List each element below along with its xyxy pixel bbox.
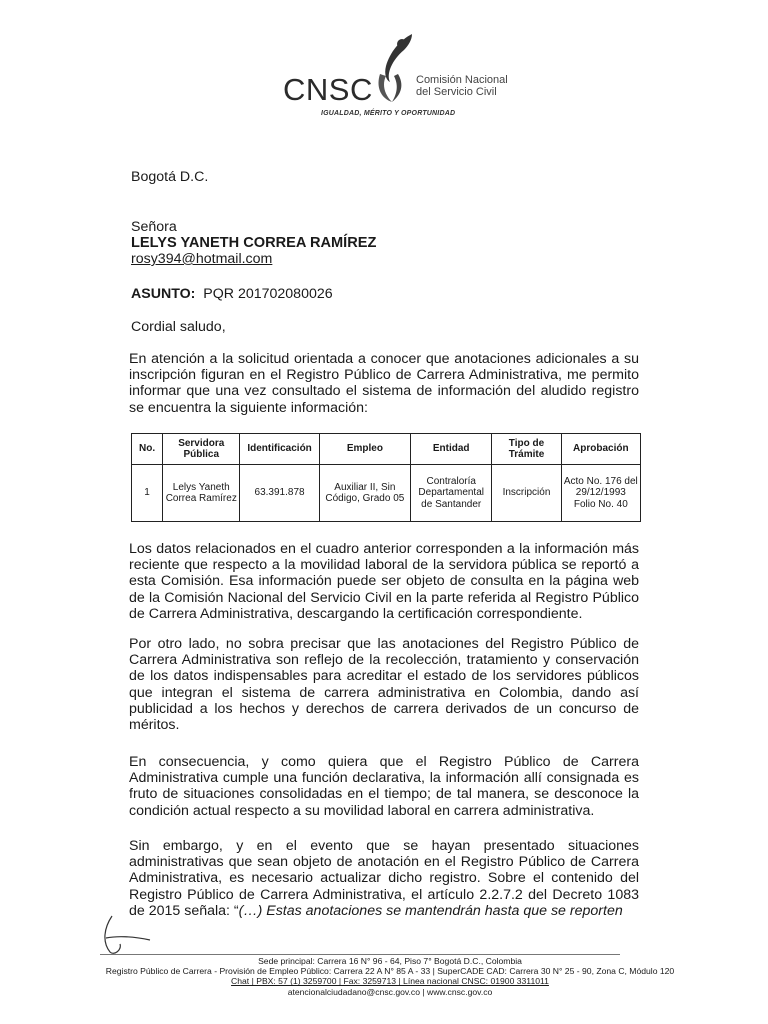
cnsc-logo-text: CNSC xyxy=(283,72,373,107)
header-tipo-tramite: Tipo de Trámite xyxy=(492,434,561,465)
paragraph-1: En atención a la solicitud orientada a conocer que anotaciones adicionales a su inscripción figuran en el Registro Público de Carrera Administrativa, me permito informar que una vez consultado el sistema de información del aludido registro se encuentra la siguiente información: xyxy=(129,351,639,416)
table-header-row xyxy=(132,434,641,465)
header-aprobacion: Aprobación xyxy=(561,434,640,465)
cnsc-motto: IGUALDAD, MÉRITO Y OPORTUNIDAD xyxy=(321,110,456,117)
cell-empleo: Auxiliar II, Sin Código, Grado 05 xyxy=(319,465,410,522)
org-line-1: Comisión Nacional xyxy=(416,74,508,86)
footer-divider xyxy=(100,954,620,955)
header-servidora: Servidora Pública xyxy=(163,434,240,465)
paragraph-3: Por otro lado, no sobra precisar que las anotaciones del Registro Público de Carrera Administrativa son reflejo de la recolección, tratamiento y conservación de los datos indispensables para acreditar el estado de los servidores públicos que integran el sistema de carrera administrativa en Colombia, dando así publicidad a los hechos y derechos de carrera derivados de un concurso de méritos. xyxy=(129,636,639,734)
salutation-title: Señora xyxy=(131,219,177,235)
cell-no: 1 xyxy=(132,465,163,522)
header-entidad: Entidad xyxy=(411,434,492,465)
cell-servidora: Lelys Yaneth Correa Ramírez xyxy=(163,465,240,522)
org-line-2: del Servicio Civil xyxy=(416,86,497,98)
footer xyxy=(40,956,740,997)
header-no: No. xyxy=(132,434,163,465)
signature-mark xyxy=(92,914,162,958)
subject-value: PQR 201702080026 xyxy=(203,286,333,302)
letter-city: Bogotá D.C. xyxy=(131,169,209,185)
paragraph-2: Los datos relacionados en el cuadro anterior corresponden a la información más reciente que respecto a la movilidad laboral de la servidora pública se reportó a esta Comisión. Esa información puede ser objeto de consulta en la página web de la Comisión Nacional del Servicio Civil en la parte referida al Registro Público de Carrera Administrativa, descargando la certificación correspondiente. xyxy=(129,541,639,622)
header-identificacion: Identificación xyxy=(240,434,319,465)
subject-label: ASUNTO: xyxy=(131,286,196,302)
greeting: Cordial saludo, xyxy=(131,319,226,335)
cell-identificacion: 63.391.878 xyxy=(240,465,319,522)
cnsc-figure-icon xyxy=(372,30,418,108)
recipient-name: LELYS YANETH CORREA RAMÍREZ xyxy=(131,235,377,251)
table-row xyxy=(132,465,641,522)
cell-tipo-tramite: Inscripción xyxy=(492,465,561,522)
cnsc-org-name xyxy=(416,74,508,98)
registry-table xyxy=(131,433,641,522)
footer-web[interactable]: atencionalciudadano@cnsc.gov.co | www.cnsc.gov.co xyxy=(287,986,493,997)
subject-line xyxy=(131,286,333,302)
paragraph-5 xyxy=(129,838,639,919)
recipient-email[interactable]: rosy394@hotmail.com xyxy=(131,251,273,267)
paragraph-5-text: Sin embargo, y en el evento que se hayan presentado situaciones administrativas que sean objeto de anotación en el Registro Público de Carrera Administrativa, es necesario actualizar dicho registro. Sobre el contenido del Registro Público de Carrera Administrativa, el artículo 2.2.7.2 del Decreto 1083 de 2015 señala: “ xyxy=(129,838,639,919)
paragraph-4: En consecuencia, y como quiera que el Registro Público de Carrera Administrativa cumple una función declarativa, la información allí consignada es fruto de situaciones consolidadas en el tiempo; de tal manera, se desconoce la condición actual respecto a su movilidad laboral en carrera administrativa. xyxy=(129,754,639,819)
header-empleo: Empleo xyxy=(319,434,410,465)
footer-contacts: Chat | PBX: 57 (1) 3259700 | Fax: 3259713 | Línea nacional CNSC: 01900 3311011 xyxy=(231,976,549,987)
footer-address: Sede principal: Carrera 16 N° 96 - 64, Piso 7° Bogotá D.C., Colombia xyxy=(258,956,522,966)
paragraph-5-quote: (…) Estas anotaciones se mantendrán hasta que se reporten xyxy=(238,902,623,919)
cell-entidad: Contraloría Departamental de Santander xyxy=(411,465,492,522)
footer-offices: Registro Público de Carrera - Provisión de Empleo Público: Carrera 22 A N° 85 A - 33 | SuperCADE CAD: Carrera 30 N° 25 - 90, Zona C, Módulo 120 xyxy=(105,966,675,977)
cell-aprobacion: Acto No. 176 del 29/12/1993 Folio No. 40 xyxy=(561,465,640,522)
